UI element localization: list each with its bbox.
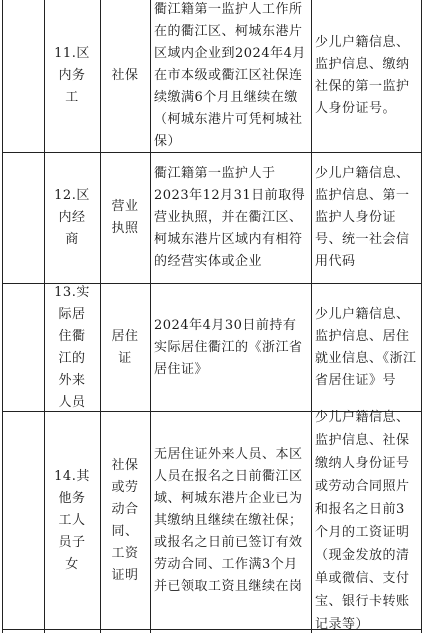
table-divider-col4 — [311, 0, 312, 633]
docs-cell-wrap — [315, 153, 418, 283]
condition-cell: 衢江籍第一监护人于2023年12月31日前取得营业执照，并在衢江区、柯城东港片区域内有相符的经营实体或企业 — [154, 166, 306, 269]
condition-cell-wrap — [154, 412, 308, 629]
docs-cell-wrap — [315, 0, 418, 152]
docs-cell: 少儿户籍信息、监护信息、第一监护人身份证号、统一社会信用代码 — [315, 166, 410, 269]
condition-cell: 2024年4月30日前持有实际居住衢江的《浙江省居住证》 — [154, 317, 303, 377]
condition-cell-wrap — [154, 153, 308, 283]
docs-cell: 少儿户籍信息、监护信息、社保缴纳人身份证号或劳动合同照片和报名之日前3个月的工资证明（现金发放的清单或微信、支付宝、银行卡转账记录等） — [315, 409, 410, 632]
docs-cell-wrap — [315, 284, 418, 411]
table-divider-col3 — [150, 0, 151, 633]
material-cell: 营业执照 — [111, 199, 139, 236]
material-cell-wrap — [100, 412, 150, 629]
condition-cell: 衢江籍第一监护人工作所在的衢江区、柯城东港片区域内企业到2024年4月在市本级或衢江区社保连续缴满6个月且继续在缴（柯城东港片可凭柯城社保） — [154, 2, 306, 149]
table-row — [44, 153, 100, 283]
item-cell: 14.其他务工人员子女 — [54, 468, 90, 572]
docs-cell: 少儿户籍信息、监护信息、缴纳社保的第一监护人身份证号。 — [315, 35, 410, 116]
docs-cell-wrap — [315, 409, 418, 632]
material-cell-wrap — [100, 153, 150, 283]
condition-cell-wrap — [154, 284, 308, 411]
item-cell: 13.实际居住衢江的外来人员 — [54, 284, 90, 410]
material-cell: 社保或劳动合同、工资证明 — [111, 457, 139, 583]
condition-cell: 无居住证外来人员、本区人员在报名之日前衢江区域、柯城东港片企业已为其缴纳且继续在缴社保；或报名之日前已签订有效劳动合同、工作满3个月并已领取工资且继续在岗 — [154, 446, 303, 594]
material-cell-wrap — [100, 0, 150, 152]
table-row — [44, 412, 100, 629]
material-cell: 居住证 — [111, 328, 139, 366]
table-row — [44, 0, 100, 152]
item-cell: 11.区内务工 — [54, 46, 90, 105]
material-cell: 社保 — [111, 68, 139, 83]
docs-cell: 少儿户籍信息、监护信息、居住就业信息、《浙江省居住证》号 — [315, 306, 417, 388]
item-cell: 12.区内经商 — [54, 188, 90, 247]
condition-cell-wrap — [154, 0, 308, 152]
table-border-right — [421, 0, 422, 633]
table-border-left — [2, 0, 3, 633]
table-row — [44, 284, 100, 411]
material-cell-wrap — [100, 284, 150, 411]
